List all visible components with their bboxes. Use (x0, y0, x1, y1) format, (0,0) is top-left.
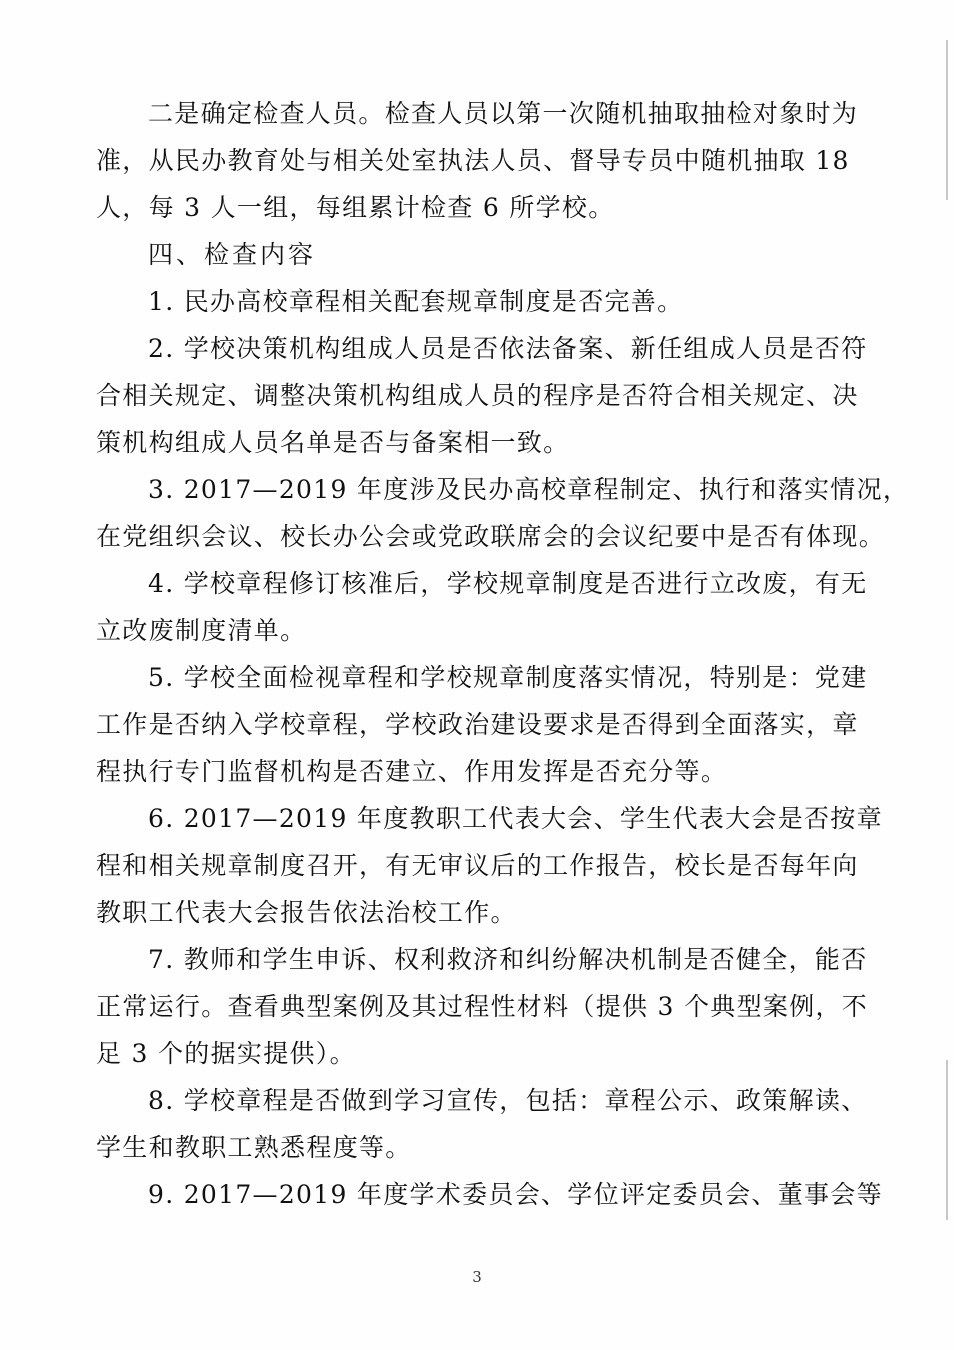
list-item-line: 立改废制度清单。 (96, 616, 307, 645)
list-item-line: 合相关规定、调整决策机构组成人员的程序是否符合相关规定、决 (96, 381, 859, 410)
list-item-line: 学生和教职工熟悉程度等。 (96, 1133, 412, 1162)
list-item-line: 5. 学校全面检视章程和学校规章制度落实情况，特别是：党建 (148, 663, 868, 692)
list-item-line: 工作是否纳入学校章程，学校政治建设要求是否得到全面落实，章 (96, 710, 859, 739)
list-item-line: 1. 民办高校章程相关配套规章制度是否完善。 (148, 287, 684, 316)
paragraph-line: 准，从民办教育处与相关处室执法人员、督导专员中随机抽取 18 (96, 146, 850, 175)
list-item-line: 策机构组成人员名单是否与备案相一致。 (96, 428, 570, 457)
list-item-line: 2. 学校决策机构组成人员是否依法备案、新任组成人员是否符 (148, 334, 868, 363)
section-heading: 四、检查内容 (148, 240, 317, 269)
list-item-line: 7. 教师和学生申诉、权利救济和纠纷解决机制是否健全，能否 (148, 945, 868, 974)
document-body (96, 90, 910, 1218)
list-item-line: 3. 2017—2019 年度涉及民办高校章程制定、执行和落实情况， (148, 475, 910, 504)
scan-edge-mark (946, 1060, 948, 1220)
list-item-line: 在党组织会议、校长办公会或党政联席会的会议纪要中是否有体现。 (96, 522, 886, 551)
list-item-line: 9. 2017—2019 年度学术委员会、学位评定委员会、董事会等 (148, 1180, 883, 1209)
list-item-line: 足 3 个的据实提供）。 (96, 1039, 356, 1068)
list-item-line: 4. 学校章程修订核准后，学校规章制度是否进行立改废，有无 (148, 569, 868, 598)
paragraph-line: 二是确定检查人员。检查人员以第一次随机抽取抽检对象时为 (148, 99, 859, 128)
list-item-line: 6. 2017—2019 年度教职工代表大会、学生代表大会是否按章 (148, 804, 883, 833)
scan-edge-mark (946, 40, 948, 200)
list-item-line: 正常运行。查看典型案例及其过程性材料（提供 3 个典型案例，不 (96, 992, 869, 1021)
paragraph-line: 人，每 3 人一组，每组累计检查 6 所学校。 (96, 193, 615, 222)
list-item-line: 程执行专门监督机构是否建立、作用发挥是否充分等。 (96, 757, 728, 786)
list-item-line: 教职工代表大会报告依法治校工作。 (96, 898, 517, 927)
list-item-line: 8. 学校章程是否做到学习宣传，包括：章程公示、政策解读、 (148, 1086, 868, 1115)
page-number: 3 (472, 1268, 482, 1286)
list-item-line: 程和相关规章制度召开，有无审议后的工作报告，校长是否每年向 (96, 851, 859, 880)
